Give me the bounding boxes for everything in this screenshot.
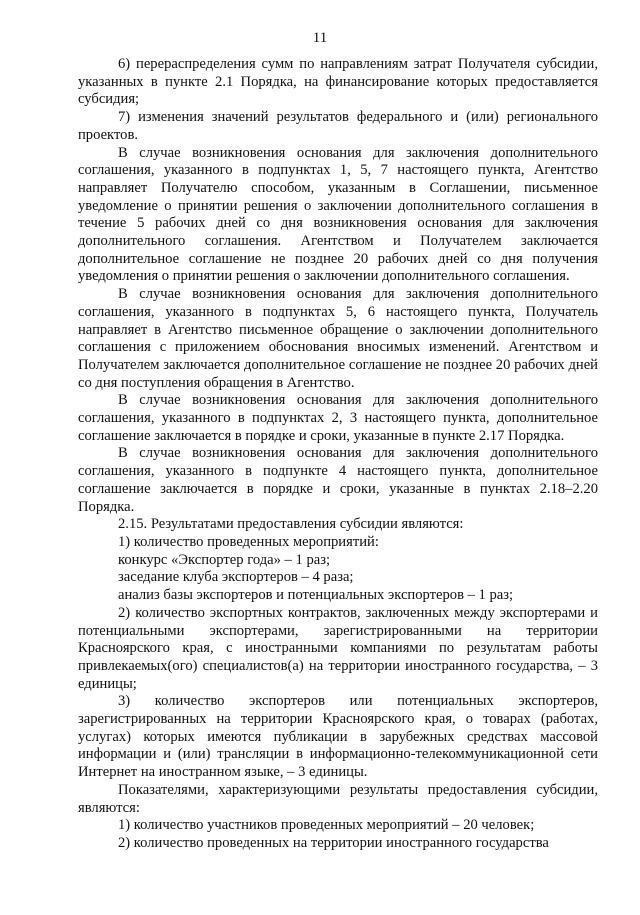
paragraph: В случае возникновения основания для заключения дополнительного соглашения, указанного в подпункте 4 настоящего пункта, дополнительное соглашение заключается в порядке и сроки, указанные в пунктах 2.18–2.20 Порядка. bbox=[78, 445, 598, 515]
list-item: 1) количество проведенных мероприятий: bbox=[118, 533, 379, 550]
paragraph: 6) перераспределения сумм по направлениям затрат Получателя субсидии, указанных в пункте 2.1 Порядка, на финансирование которых предоставляется субсидия; bbox=[78, 56, 598, 108]
paragraph: Показателями, характеризующими результаты предоставления субсидии, являются: bbox=[78, 781, 598, 816]
paragraph: 7) изменения значений результатов федерального и (или) регионального проектов. bbox=[78, 109, 598, 143]
document-body bbox=[78, 56, 598, 853]
list-item: 1) количество участников проведенных мероприятий – 20 человек; bbox=[118, 817, 535, 834]
page-number: 11 bbox=[312, 30, 328, 46]
list-item: 3) количество экспортеров или потенциальных экспортеров, зарегистрированных на территории Красноярского края, о товарах (работах, услугах) которых имеются публикации в зарубежных средствах массовой информации и (или) трансляции в информационно-телекоммуникационной сети Интернет на иностранном языке, – 3 единицы. bbox=[78, 693, 598, 781]
paragraph: В случае возникновения основания для заключения дополнительного соглашения, указанного в подпунктах 5, 6 настоящего пункта, Получатель направляет в Агентство письменное обращение о заключении дополнительного соглашения с приложением обоснования вносимых изменений. Агентством и Получателем заключается дополнительное соглашение не позднее 20 рабочих дней со дня поступления обращения в Агентство. bbox=[78, 286, 598, 391]
list-item: 2) количество экспортных контрактов, заключенных между экспортерами и потенциальными экспортерами, зарегистрированными на территории Красноярского края, с иностранными компаниями по результатам работы привлекаемых(ого) специалистов(а) на территории иностранного государства, – 3 единицы; bbox=[78, 604, 598, 692]
list-item: заседание клуба экспортеров – 4 раза; bbox=[118, 569, 354, 586]
list-item: 2) количество проведенных на территории иностранного государства bbox=[118, 834, 549, 851]
section-heading: 2.15. Результатами предоставления субсидии являются: bbox=[118, 516, 464, 533]
list-item: анализ базы экспортеров и потенциальных экспортеров – 1 раз; bbox=[118, 587, 514, 604]
paragraph: В случае возникновения основания для заключения дополнительного соглашения, указанного в подпунктах 1, 5, 7 настоящего пункта, Агентство направляет Получателю способом, указанным в Соглашении, письменное уведомление о принятии решения о заключении дополнительного соглашения в течение 5 рабочих дней со дня возникновения основания для заключения дополнительного соглашения. Агентством и Получателем заключается дополнительное соглашение не позднее 20 рабочих дней со дня получения уведомления о принятии решения о заключении дополнительного соглашения. bbox=[78, 144, 598, 285]
list-item: конкурс «Экспортер года» – 1 раз; bbox=[118, 551, 331, 568]
paragraph: В случае возникновения основания для заключения дополнительного соглашения, указанного в подпунктах 2, 3 настоящего пункта, дополнительное соглашение заключается в порядке и сроки, указанные в пункте 2.17 Порядка. bbox=[78, 392, 598, 444]
